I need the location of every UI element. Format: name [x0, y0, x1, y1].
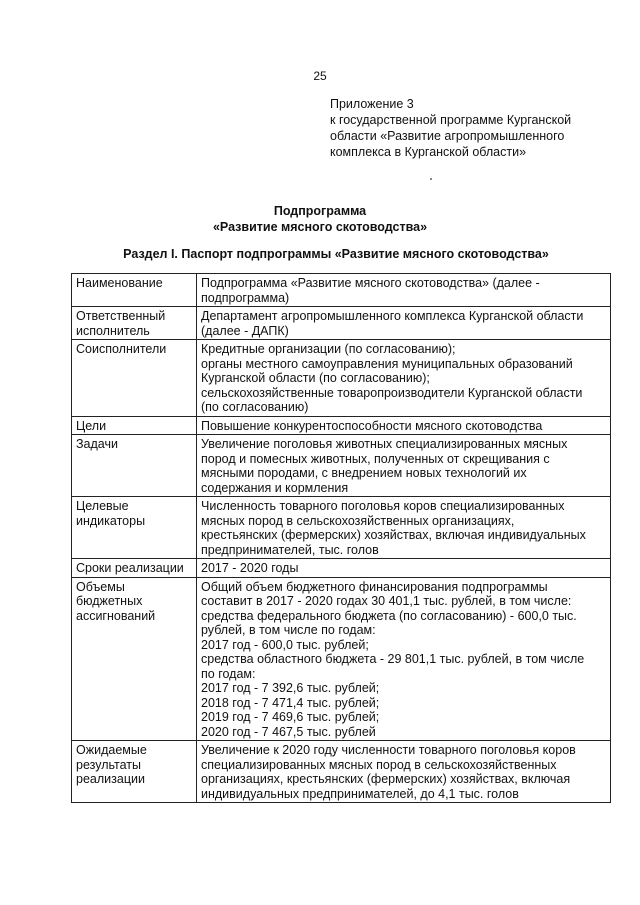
row-value-line: составит в 2017 - 2020 годах 30 401,1 тыс. рублей, в том числе:	[201, 594, 572, 608]
row-label-line: исполнитель	[76, 323, 150, 338]
row-value-cell	[197, 741, 611, 803]
table-row	[72, 497, 611, 559]
row-value-line: Подпрограмма «Развитие мясного скотоводства» (далее -	[201, 276, 540, 290]
row-label-line: индикаторы	[76, 513, 146, 528]
row-value-line: средства областного бюджета - 29 801,1 тыс. рублей, в том числе	[201, 652, 585, 666]
table-row	[72, 340, 611, 417]
row-label-line: Ожидаемые	[76, 743, 147, 757]
row-label-cell	[72, 340, 197, 417]
appendix-header	[330, 96, 630, 160]
row-label-cell	[72, 559, 197, 578]
row-value-line: организациях, крестьянских (фермерских) хозяйствах, включая	[201, 772, 571, 786]
page-number: 25	[313, 69, 327, 83]
row-value-line: органы местного самоуправления муниципальных образований	[201, 356, 573, 371]
appendix-line: к государственной программе Курганской	[330, 113, 572, 127]
row-label-line: Объемы	[76, 579, 125, 594]
table-row	[72, 435, 611, 497]
appendix-line: области «Развитие агропромышленного	[330, 129, 565, 143]
row-value-line: 2020 год - 7 467,5 тыс. рублей	[201, 724, 376, 739]
row-value-line: мясными породами, с внедрением новых технологий их	[201, 466, 527, 480]
row-value-line: Департамент агропромышленного комплекса Курганской области	[201, 309, 584, 323]
row-label-line: Соисполнители	[76, 342, 167, 356]
table-row	[72, 274, 611, 307]
table-row	[72, 307, 611, 340]
table-row	[72, 577, 611, 741]
row-label-line: Сроки реализации	[76, 561, 184, 575]
row-value-line: подпрограмма)	[201, 290, 290, 305]
row-label-cell	[72, 497, 197, 559]
row-value-line: 2019 год - 7 469,6 тыс. рублей;	[201, 710, 380, 724]
row-value-line: индивидуальных предпринимателей, до 4,1 тыс. голов	[201, 786, 519, 801]
row-label-line: Цели	[76, 418, 107, 433]
table-row	[72, 416, 611, 435]
row-value-line: Увеличение к 2020 году численности товарного поголовья коров	[201, 743, 576, 757]
row-value-line: сельскохозяйственные товаропроизводители Курганской области	[201, 385, 583, 400]
row-label-line: реализации	[76, 772, 145, 786]
row-label-cell	[72, 307, 197, 340]
row-value-line: пород и помесных животных, полученных от скрещивания с	[201, 451, 550, 466]
row-label-line: Задачи	[76, 437, 118, 451]
row-value-line: 2018 год - 7 471,4 тыс. рублей;	[201, 695, 380, 710]
row-label-line: Ответственный	[76, 309, 166, 323]
row-label-line: результаты	[76, 757, 141, 772]
row-value-line: крестьянских (фермерских) хозяйствах, включая индивидуальных	[201, 528, 586, 542]
table-row	[72, 741, 611, 803]
passport-table	[71, 273, 611, 803]
table-row	[72, 559, 611, 578]
row-value-cell	[197, 307, 611, 340]
row-label-cell	[72, 274, 197, 307]
row-value-line: 2017 год - 7 392,6 тыс. рублей;	[201, 681, 380, 695]
section-title: Раздел I. Паспорт подпрограммы «Развитие мясного скотоводства»	[123, 247, 549, 261]
subprogram-title	[0, 203, 640, 235]
row-value-cell	[197, 497, 611, 559]
row-value-line: (далее - ДАПК)	[201, 323, 289, 338]
row-label-cell	[72, 741, 197, 803]
row-value-line: по годам:	[201, 666, 256, 681]
row-value-cell	[197, 340, 611, 417]
subprogram-title-line: «Развитие мясного скотоводства»	[212, 220, 428, 234]
row-value-line: специализированных мясных пород в сельскохозяйственных	[201, 757, 557, 772]
row-label-line: Наименование	[76, 276, 163, 290]
row-value-line: средства федерального бюджета (по согласованию) - 600,0 тыс.	[201, 608, 577, 623]
row-label-line: Целевые	[76, 499, 129, 513]
row-value-cell	[197, 435, 611, 497]
scan-speck	[430, 178, 432, 180]
row-value-line: предпринимателей, тыс. голов	[201, 542, 379, 557]
row-label-line: бюджетных	[76, 594, 143, 608]
row-value-cell	[197, 577, 611, 741]
row-value-line: рублей, в том числе по годам:	[201, 623, 376, 637]
row-value-line: Курганской области (по согласованию);	[201, 371, 430, 385]
row-value-line: мясных пород в сельскохозяйственных организациях,	[201, 513, 515, 528]
row-value-line: 2017 - 2020 годы	[201, 561, 299, 575]
appendix-line: Приложение 3	[330, 97, 414, 111]
row-label-line: ассигнований	[76, 608, 156, 623]
row-value-line: 2017 год - 600,0 тыс. рублей;	[201, 637, 369, 652]
appendix-line: комплекса в Курганской области»	[330, 145, 527, 159]
row-value-line: Увеличение поголовья животных специализированных мясных	[201, 437, 568, 451]
row-label-cell	[72, 416, 197, 435]
row-value-line: (по согласованию)	[201, 400, 309, 414]
row-value-cell	[197, 274, 611, 307]
subprogram-title-line: Подпрограмма	[273, 204, 367, 218]
row-value-line: Повышение конкурентоспособности мясного скотоводства	[201, 418, 543, 433]
row-label-cell	[72, 577, 197, 741]
row-value-line: Общий объем бюджетного финансирования подпрограммы	[201, 579, 548, 594]
row-value-line: Кредитные организации (по согласованию);	[201, 342, 456, 356]
row-value-cell	[197, 416, 611, 435]
row-label-cell	[72, 435, 197, 497]
row-value-cell	[197, 559, 611, 578]
row-value-line: Численность товарного поголовья коров специализированных	[201, 499, 565, 513]
row-value-line: содержания и кормления	[201, 480, 349, 495]
